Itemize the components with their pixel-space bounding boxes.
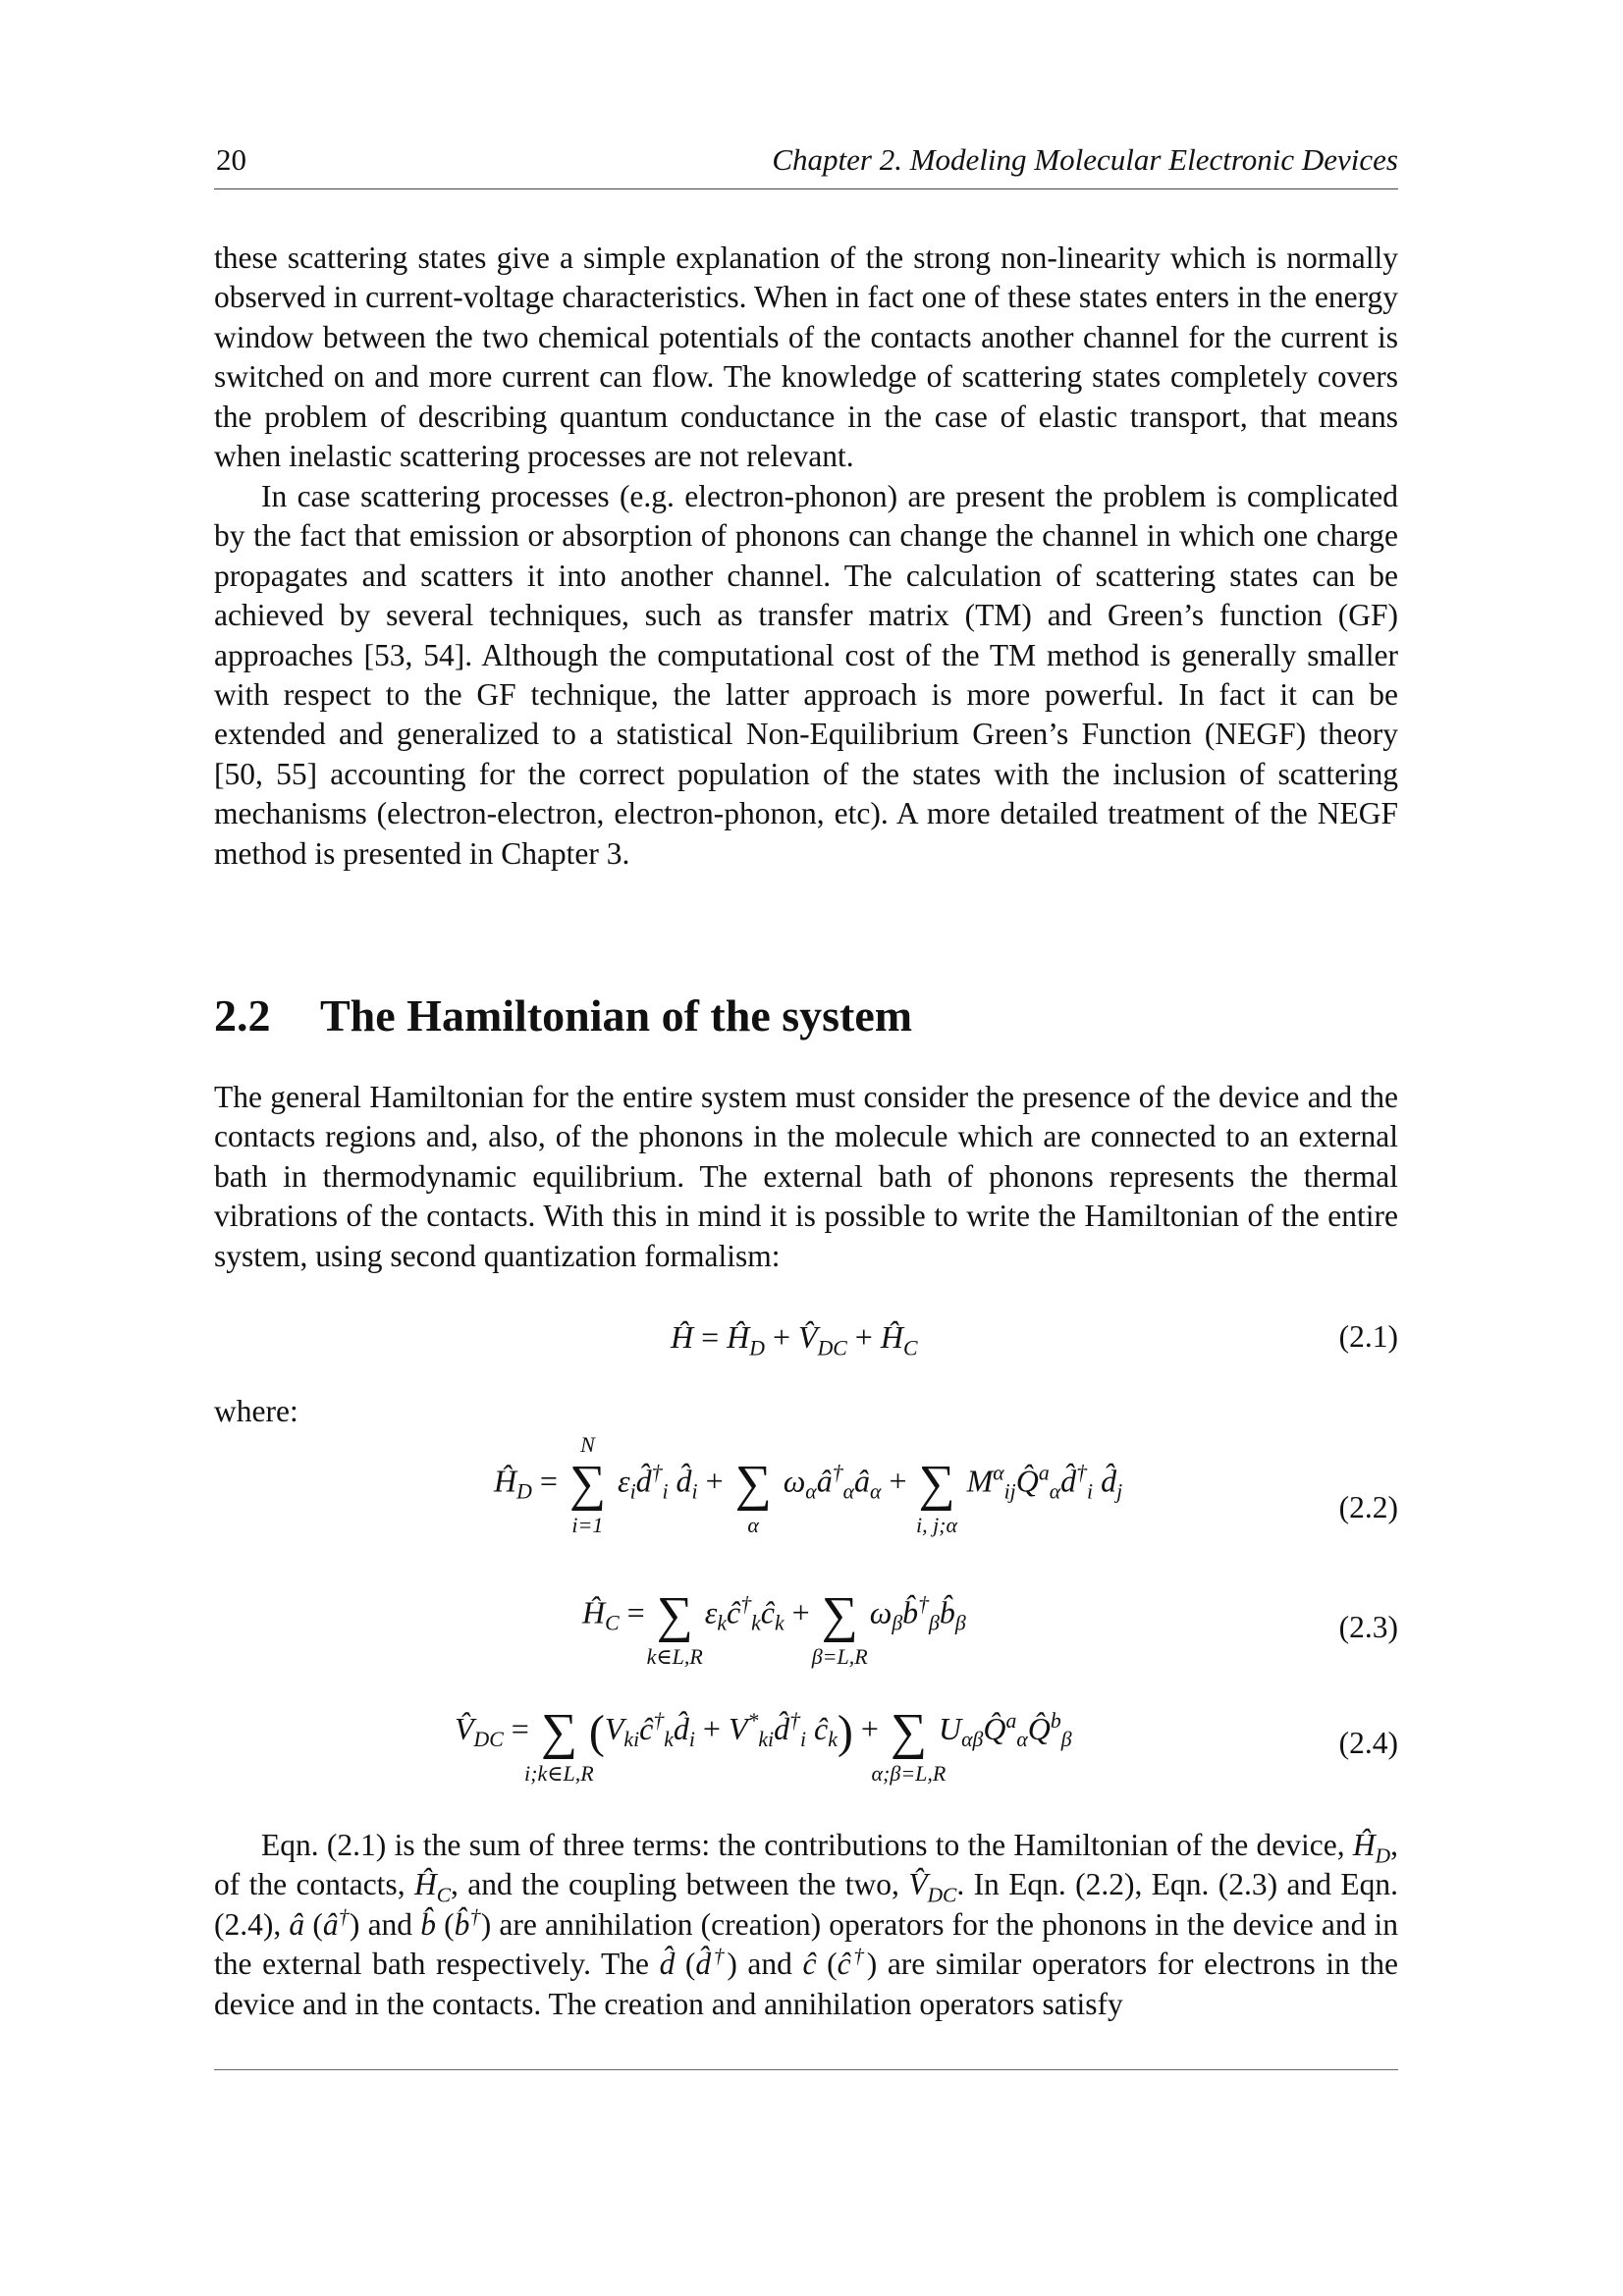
sum-operator: ∑ k∈L,R [646,1587,703,1669]
sum-lower-limit: i;k∈L,R [524,1760,594,1786]
page-number: 20 [216,142,246,177]
text-segment: and [367,1906,413,1942]
equation-2-4-body: $V̂_{DC}$ = ∑ i;k∈L,R ($V_{ki}ĉ^\dagger_kd̂_i$ + $V^*_{ki}d̂^\dagger_i$ $ĉ_k$) + ∑ α;β=L,R $U_{\alpha\beta}Q̂^a_\alpha Q̂^b_\beta$ [455,1703,1072,1786]
equation-2-3-body: $Ĥ_C$ = ∑ k∈L,R $\varepsilon_kĉ^\dagger_kĉ_k$ + ∑ β=L,R $\omega_\beta b̂^\dagger_\beta b̂_\beta$ [582,1587,966,1669]
paragraph-scattering-states: these scattering states give a simple explanation of the strong non-linearity which is normally observed in current-voltage characteristics. When in fact one of these states enters in the energy window between the two chemical potentials of the contacts another channel for the current is switched on and more current can flow. The knowledge of scattering states completely covers the problem of describing quantum conductance in the case of elastic transport, that means when inelastic scattering processes are not relevant. [214,240,1398,474]
footer-rule [214,2069,1398,2070]
equation-number-2-3: (2.3) [1338,1610,1398,1644]
running-title: Chapter 2. Modeling Molecular Electronic Devices [772,142,1398,177]
section-heading [214,989,912,1041]
sum-operator: ∑ i, j;α [915,1456,958,1537]
equation-number-2-4: (2.4) [1338,1726,1398,1760]
equation-number-2-2: (2.2) [1338,1490,1398,1524]
paragraph-general-hamiltonian: The general Hamiltonian for the entire system must consider the presence of the device and the contacts regions and, also, of the phonons in the molecule which are connected to an external bath in thermodynamic equilibrium. The external bath of phonons represents the thermal vibrations of the contacts. With this in mind it is possible to write the Hamiltonian of the entire system, using second quantization formalism: [214,1080,1398,1273]
text-segment: are annihilation (creation) operators for the phonons in the device and in the external bath respectively. The [214,1906,1399,1982]
paragraph-eqn-terms: Eqn. (2.1) is the sum of three terms: the contributions to the Hamiltonian of the device, $Ĥ_D$, of the contacts, $Ĥ_C$, and the coupling between the two, $V̂_{DC}$. In Eqn. (2.2), Eqn. (2.3) and Eqn. (2.4), â (â†) and b̂ (b̂†) are annihilation (creation) operators for the phonons in the device and in the external bath respectively. The d̂ (d̂†) and ĉ (ĉ†) are similar operators for electrons in the device and in the contacts. The creation and annihilation operators satisfy [214,1828,1399,2021]
section-title: The Hamiltonian of the system [320,990,913,1041]
text-segment: , of the contacts, [214,1828,1399,1902]
sum-lower-limit: α [747,1513,759,1537]
text-segment: are similar operators for electrons in the device and in the contacts. The creation and annihilation operators satisfy [214,1947,1398,2021]
text-segment: and Eqn. (2.4), [214,1867,1399,1942]
equation-2-1-body: Ĥ = $Ĥ_D$ + $V̂_{DC}$ + $Ĥ_C$ [671,1319,918,1361]
section-number: 2.2 [214,990,271,1041]
running-header [214,139,1398,189]
text-segment: Eqn. (2.1) is the sum of three terms: the contributions to the Hamiltonian of the device, [261,1828,1345,1862]
sum-operator: ∑ i;k∈L,R [524,1703,594,1786]
sum-operator: ∑ α;β=L,R [871,1703,947,1786]
sum-operator: ∑ β=L,R [811,1587,868,1669]
sum-lower-limit: k∈L,R [646,1644,703,1669]
sum-lower-limit: i=1 [571,1513,604,1537]
text-segment: , and the coupling between the two, [451,1867,899,1902]
sum-lower-limit: β=L,R [811,1644,868,1669]
sum-lower-limit: i, j;α [915,1513,958,1537]
paragraph-scattering-processes: In case scattering processes (e.g. electron-phonon) are present the problem is complicated by the fact that emission or absorption of phonons can change the channel in which one charge propagates and scatters it into another channel. The calculation of scattering states can be achieved by several techniques, such as transfer matrix (TM) and Green’s function (GF) approaches [53, 54]. Although the computational cost of the TM method is generally smaller with respect to the GF technique, the latter approach is more powerful. In fact it can be extended and generalized to a statistical Non-Equilibrium Green’s Function (NEGF) theory [50, 55] accounting for the correct population of the states with the inclusion of scattering mechanisms (electron-electron, electron-phonon, etc). A more detailed treatment of the NEGF method is presented in Chapter 3. [214,479,1398,871]
sum-lower-limit: α;β=L,R [871,1760,947,1786]
where-label: where: [214,1394,298,1428]
sum-operator: N ∑ i=1 [568,1432,606,1537]
equation-2-2-body: $Ĥ_D$ = N ∑ i=1 $\varepsilon_id̂^\dagger_i$ $d̂_i$ + ∑ α $\omega_\alpha â^\dagger_\alpha â_\alpha$ + ∑ i, j;α $M^\alpha_{ij}Q̂^a_\alpha d̂^\dagger_i$ $d̂_j$ [494,1432,1123,1537]
text-segment: and [747,1947,792,1982]
sum-upper-limit: N [580,1432,595,1457]
text-segment: . In Eqn. (2.2), Eqn. (2.3) [956,1867,1278,1902]
sum-operator: ∑ α [734,1456,772,1537]
equation-number-2-1: (2.1) [1338,1319,1398,1354]
